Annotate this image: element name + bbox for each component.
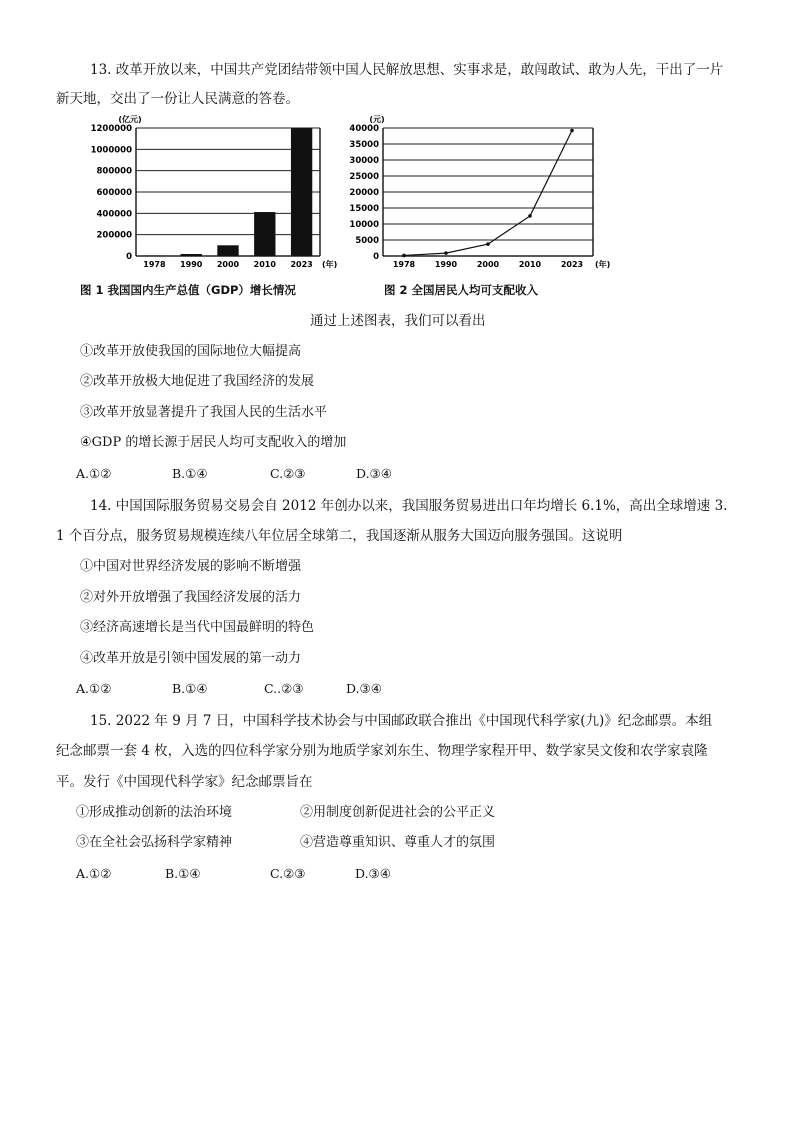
y-axis-unit-label: (亿元)	[118, 115, 142, 124]
y-tick-label: 200000	[96, 230, 132, 241]
q14-item-3: ③经济高速增长是当代中国最鲜明的特色	[80, 620, 315, 635]
x-tick-label: 1990	[434, 260, 458, 269]
q15-item-2: ②用制度创新促进社会的公平正义	[300, 805, 496, 820]
q15-choice-b[interactable]: B.①④	[165, 866, 201, 881]
data-point	[402, 254, 406, 258]
x-tick-label: 2010	[253, 260, 276, 269]
x-axis-unit-label: (年)	[322, 260, 338, 269]
y-tick-label: 400000	[96, 209, 132, 220]
income-line-chart	[345, 116, 610, 276]
y-tick-label: 1200000	[90, 124, 132, 134]
bar	[217, 245, 238, 256]
y-tick-label: 25000	[349, 172, 379, 182]
q13-choice-c[interactable]: C.②③	[270, 466, 306, 481]
data-point	[528, 214, 532, 218]
series-line	[404, 131, 572, 256]
q14-item-2: ②对外开放增强了我国经济发展的活力	[80, 590, 302, 605]
y-tick-label: 40000	[349, 124, 379, 134]
x-tick-label: 2010	[518, 260, 542, 269]
x-tick-label: 1978	[392, 260, 416, 269]
figure2-caption: 图 2 全国居民人均可支配收入	[384, 283, 539, 297]
q13-item-3: ③改革开放显著提升了我国人民的生活水平	[80, 405, 328, 420]
q13-stem-line2: 新天地，交出了一份让人民满意的答卷。	[56, 91, 299, 107]
y-tick-label: 0	[373, 252, 379, 262]
y-tick-label: 30000	[349, 156, 379, 166]
data-point	[570, 129, 574, 133]
x-tick-label: 2000	[216, 260, 240, 269]
q15-item-4: ④营造尊重知识、尊重人才的氛围	[300, 835, 496, 850]
x-tick-label: 2000	[476, 260, 500, 269]
gdp-bar-chart	[70, 115, 338, 276]
q14-item-4: ④改革开放是引领中国发展的第一动力	[80, 651, 302, 666]
data-point	[444, 251, 448, 255]
q13-choice-d[interactable]: D.③④	[356, 466, 392, 481]
q15-choice-c[interactable]: C.②③	[270, 866, 306, 881]
q13-item-2: ②改革开放极大地促进了我国经济的发展	[80, 374, 315, 389]
bar	[291, 128, 312, 256]
q13-choice-a[interactable]: A.①②	[76, 466, 112, 481]
data-point	[486, 242, 490, 246]
q13-item-1: ①改革开放使我国的国际地位大幅提高	[80, 344, 302, 359]
q15-stem-line2: 纪念邮票一套 4 枚，入选的四位科学家分别为地质学家刘东生、物理学家程开甲、数学家吴文俊和农学家袁隆	[56, 743, 708, 759]
y-tick-label: 600000	[96, 188, 132, 198]
x-tick-label: 2023	[290, 260, 313, 269]
y-tick-label: 15000	[349, 204, 379, 214]
x-tick-label: 2023	[560, 260, 584, 269]
q13-prompt: 通过上述图表，我们可以看出	[310, 313, 486, 329]
q13-choice-b[interactable]: B.①④	[172, 466, 208, 481]
bar	[254, 212, 275, 256]
q13-stem-line1: 13. 改革开放以来，中国共产党团结带领中国人民解放思想、实事求是，敢闯敢试、敢为人先，干出了一片	[90, 62, 724, 78]
x-tick-label: 1990	[180, 260, 203, 269]
q14-choice-b[interactable]: B.①④	[172, 681, 208, 696]
q13-item-4: ④GDP 的增长源于居民人均可支配收入的增加	[80, 435, 347, 450]
y-tick-label: 5000	[355, 236, 379, 246]
bar	[181, 254, 202, 256]
x-tick-label: 1978	[143, 260, 166, 269]
q15-choice-d[interactable]: D.③④	[355, 866, 391, 881]
q14-choice-a[interactable]: A.①②	[76, 681, 112, 696]
y-tick-label: 10000	[349, 220, 379, 230]
y-axis-unit-label: (元)	[369, 115, 385, 124]
q15-item-1: ①形成推动创新的法治环境	[76, 805, 233, 820]
y-tick-label: 35000	[349, 140, 379, 150]
q15-choice-a[interactable]: A.①②	[76, 866, 112, 881]
figure1-caption: 图 1 我国国内生产总值（GDP）增长情况	[80, 283, 296, 297]
q15-item-3: ③在全社会弘扬科学家精神	[76, 835, 233, 850]
q14-choice-c[interactable]: C..②③	[264, 681, 304, 696]
q14-choice-d[interactable]: D.③④	[346, 681, 382, 696]
x-axis-unit-label: (年)	[595, 260, 611, 269]
q14-item-1: ①中国对世界经济发展的影响不断增强	[80, 559, 302, 574]
q15-stem-line1: 15. 2022 年 9 月 7 日，中国科学技术协会与中国邮政联合推出《中国现代科学家(九)》纪念邮票。本组	[90, 713, 713, 729]
q15-stem-line3: 平。发行《中国现代科学家》纪念邮票旨在	[56, 774, 313, 790]
y-tick-label: 800000	[96, 166, 132, 177]
y-tick-label: 20000	[349, 188, 379, 198]
q14-stem-line1: 14. 中国国际服务贸易交易会自 2012 年创办以来，我国服务贸易进出口年均增长 6.1%，高出全球增速 3.	[90, 498, 728, 514]
y-tick-label: 0	[126, 252, 132, 262]
q14-stem-line2: 1 个百分点，服务贸易规模连续八年位居全球第二，我国逐渐从服务大国迈向服务强国。这说明	[56, 528, 623, 544]
y-tick-label: 1000000	[90, 145, 132, 156]
